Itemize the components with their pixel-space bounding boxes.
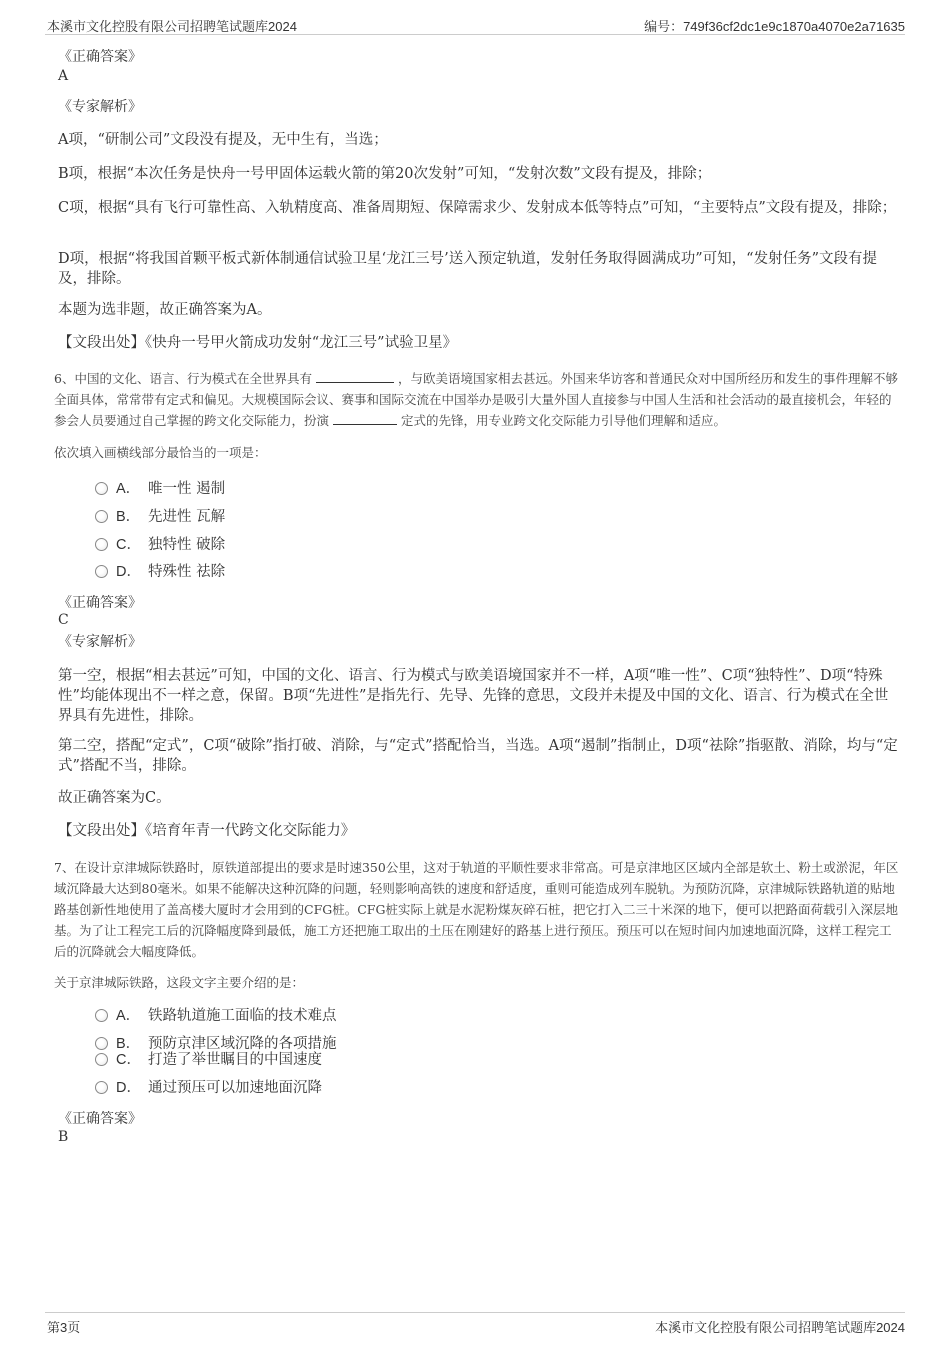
source-citation: 【文段出处】《快舟一号甲火箭成功发射“龙江三号”试验卫星》 (58, 335, 458, 351)
radio-icon[interactable] (95, 482, 108, 495)
radio-icon[interactable] (95, 538, 108, 551)
option-c[interactable]: C． 打造了举世瞩目的中国速度 (95, 1049, 322, 1071)
answer-label: 《正确答案》 (58, 595, 142, 611)
question-stem: 7、在设计京津城际铁路时，原铁道部提出的要求是时速350公里，这对于轨道的平顺性要求非常高。可是京津地区区域内全部是软土、粉土或淤泥，年区域沉降最大达到80毫米。如果不能解决这种沉降的问题，轻则影响高铁的速度和舒适度，重则可能造成列车脱轨。为预防沉降，京津城际铁路轨道的贴地路基创新性地使用了盖高楼大厦时才会用到的CFG桩。CFG桩实际上就是水泥粉煤灰碎石桩，把它打入二三十米深的地下，便可以把路面荷载引入深层地基。为了让工程完工后的沉降幅度降到最低，施工方还把施工取出的土压在刚建好的路基上进行预压。预压可以在短时间内加速地面沉降，这样工程完工后的沉降就会大幅度降低。 (54, 860, 899, 959)
radio-icon[interactable] (95, 1081, 108, 1094)
question-prompt: 依次填入画横线部分最恰当的一项是： (54, 445, 267, 460)
analysis-label: 《专家解析》 (58, 634, 142, 650)
option-d[interactable]: D． 通过预压可以加速地面沉降 (95, 1077, 322, 1099)
fill-blank (333, 412, 397, 425)
answer-value: C (58, 612, 69, 628)
fill-blank (316, 370, 394, 383)
answer-label: 《正确答案》 (58, 49, 142, 65)
analysis-paragraph: B项，根据“本次任务是快舟一号甲固体运载火箭的第20次发射”可知，“发射次数”文段有提及，排除； (58, 166, 712, 182)
analysis-paragraph: 第二空，搭配“定式”，C项“破除”指打破、消除，与“定式”搭配恰当，当选。A项“遏制”指制止，D项“祛除”指驱散、消除，均与“定式”搭配不当，排除。 (58, 738, 898, 774)
analysis-paragraph: D项，根据“将我国首颗平板式新体制通信试验卫星‘龙江三号’送入预定轨道，发射任务取得圆满成功”可知，“发射任务”文段有提及，排除。 (58, 251, 877, 287)
analysis-paragraph: C项，根据“具有飞行可靠性高、入轨精度高、准备周期短、保障需求少、发射成本低等特点”可知，“主要特点”文段有提及，排除； (58, 200, 897, 216)
page-header (45, 14, 905, 35)
radio-icon[interactable] (95, 1009, 108, 1022)
document-id: 编号：749f36cf2dc1e9c1870a4070e2a71635 (644, 19, 905, 34)
conclusion-text: 故正确答案为C。 (58, 790, 171, 806)
answer-value: B (58, 1129, 69, 1145)
analysis-paragraph: 第一空，根据“相去甚远”可知，中国的文化、语言、行为模式与欧美语境国家并不一样，A项“唯一性”、C项“独特性”、D项“特殊性”均能体现出不一样之意，保留。B项“先进性”是指先行、先导、先锋的意思，文段并未提及中国的文化、语言、行为模式在全世界具有先进性，排除。 (58, 668, 889, 724)
radio-icon[interactable] (95, 1037, 108, 1050)
option-c[interactable]: C． 独特性 破除 (95, 534, 225, 556)
analysis-label: 《专家解析》 (58, 99, 142, 115)
footer-title: 本溪市文化控股有限公司招聘笔试题库2024 (655, 1320, 905, 1335)
source-citation: 【文段出处】《培育年青一代跨文化交际能力》 (58, 823, 356, 839)
option-a[interactable]: A． 铁路轨道施工面临的技术难点 (95, 1005, 337, 1027)
conclusion-text: 本题为选非题，故正确答案为A。 (58, 302, 272, 318)
page-number: 第3页 (47, 1320, 81, 1335)
page-footer (45, 1312, 905, 1337)
answer-value: A (58, 68, 69, 84)
option-d[interactable]: D． 特殊性 祛除 (95, 561, 225, 583)
option-a[interactable]: A． 唯一性 遏制 (95, 478, 225, 500)
question-prompt: 关于京津城际铁路，这段文字主要介绍的是： (54, 975, 305, 990)
answer-label: 《正确答案》 (58, 1111, 142, 1127)
radio-icon[interactable] (95, 565, 108, 578)
question-stem: 6、中国的文化、语言、行为模式在全世界具有 ，与欧美语境国家相去甚远。外国来华访客和普通民众对中国所经历和发生的事件理解不够全面具体，常常带有定式和偏见。大规模国际会议、赛事和国际交流在中国举办是吸引大量外国人直接参与中国人生活和社会活动的最直接机会，年轻的参会人员要通过自己掌握的跨文化交际能力，扮演 定式的先锋，用专业跨文化交际能力引导他们理解和适应。 (54, 371, 898, 428)
radio-icon[interactable] (95, 1053, 108, 1066)
analysis-paragraph: A项，“研制公司”文段没有提及，无中生有，当选； (58, 132, 388, 148)
header-title: 本溪市文化控股有限公司招聘笔试题库2024 (47, 19, 297, 34)
radio-icon[interactable] (95, 510, 108, 523)
option-b[interactable]: B． 先进性 瓦解 (95, 506, 225, 528)
option-b[interactable]: B． 预防京津区域沉降的各项措施 (95, 1033, 337, 1055)
